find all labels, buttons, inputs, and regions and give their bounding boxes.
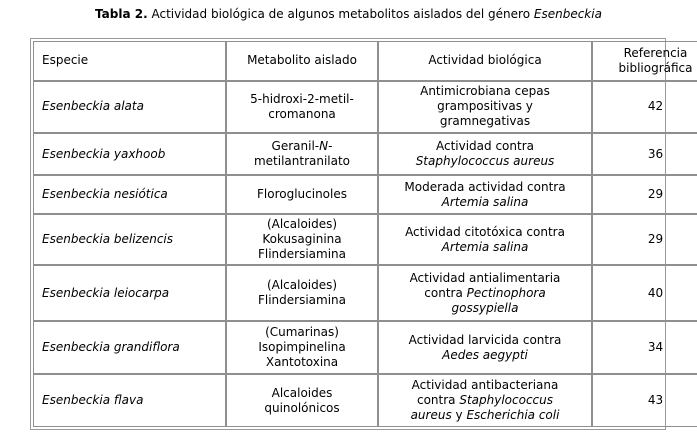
reference-cell: 34 — [592, 321, 697, 374]
species-cell: Esenbeckia flava — [33, 374, 226, 427]
activity-line: grampositivas y — [437, 99, 533, 114]
activity-line: aureus y Escherichia coli — [410, 408, 560, 422]
activity-line: Antimicrobiana cepas — [420, 84, 550, 99]
reference-cell: 40 — [592, 265, 697, 321]
metabolite-line: Flindersiamina — [257, 247, 347, 262]
species-cell: Esenbeckia leiocarpa — [33, 265, 226, 321]
activity-cell — [378, 214, 592, 265]
metabolite-line: Alcaloides — [271, 385, 333, 400]
metabolite-cell — [226, 81, 378, 133]
reference-cell: 29 — [592, 175, 697, 214]
table-row — [33, 321, 697, 374]
activity-line: contra Pectinophora — [424, 285, 546, 300]
metabolite-line: cromanona — [268, 106, 336, 121]
metabolite-line: Isopimpinelina — [258, 340, 346, 355]
reference-cell: 42 — [592, 81, 697, 133]
metabolite-line: metilantranilato — [253, 154, 351, 169]
metabolite-line: (Alcaloides) — [266, 278, 338, 293]
metabolite-line: 5-hidroxi-2-metil- — [250, 91, 354, 106]
reference-cell: 36 — [592, 133, 697, 176]
header-species: Especie — [33, 41, 226, 81]
header-metabolite: Metabolito aislado — [226, 41, 378, 81]
metabolite-cell — [226, 175, 378, 214]
activity-line: Staphylococcus aureus — [415, 154, 555, 169]
activity-line: Actividad citotóxica contra — [405, 224, 565, 239]
metabolite-line: (Cumarinas) — [265, 325, 339, 340]
reference-cell: 43 — [592, 374, 697, 427]
activity-line: Actividad larvicida contra — [408, 332, 562, 347]
metabolite-cell — [226, 265, 378, 321]
activity-line: Aedes aegypti — [442, 347, 528, 362]
metabolite-cell — [226, 133, 378, 176]
metabolite-line: Geranil-N- — [271, 139, 333, 154]
species-cell: Esenbeckia grandiflora — [33, 321, 226, 374]
metabolite-line: (Alcaloides) — [266, 217, 338, 232]
table-row — [33, 81, 697, 133]
reference-cell: 29 — [592, 214, 697, 265]
activity-line: Artemia salina — [441, 194, 529, 209]
metabolite-line: Kokusaginina — [262, 232, 342, 247]
activity-cell — [378, 175, 592, 214]
metabolite-cell — [226, 374, 378, 427]
species-cell: Esenbeckia alata — [33, 81, 226, 133]
activity-line: Artemia salina — [441, 239, 529, 254]
caption-label: Tabla 2. — [95, 7, 148, 21]
metabolite-line: quinolónicos — [264, 400, 340, 415]
metabolite-line: Flindersiamina — [257, 293, 347, 308]
activity-cell — [378, 265, 592, 321]
activity-line: Actividad antibacteriana — [411, 378, 559, 392]
activity-cell — [378, 133, 592, 176]
caption-text: Actividad biológica de algunos metabolitos aislados del género — [147, 7, 534, 21]
activity-line: contra Staphylococcus — [416, 393, 554, 407]
activity-table — [33, 41, 697, 427]
metabolite-line: Floroglucinoles — [257, 187, 347, 202]
table-row — [33, 175, 697, 214]
table-row — [33, 214, 697, 265]
metabolite-line: Xantotoxina — [265, 355, 339, 370]
activity-line: gramnegativas — [439, 114, 531, 129]
activity-line: Moderada actividad contra — [404, 179, 566, 194]
table-row — [33, 374, 697, 427]
activity-cell — [378, 81, 592, 133]
species-cell: Esenbeckia nesiótica — [33, 175, 226, 214]
species-cell: Esenbeckia belizencis — [33, 214, 226, 265]
header-reference-line: Referencia — [623, 45, 688, 60]
table-row — [33, 265, 697, 321]
header-reference-line: bibliográfica — [618, 60, 693, 75]
header-row — [33, 41, 697, 81]
caption-genus: Esenbeckia — [533, 7, 602, 21]
header-reference — [592, 41, 697, 81]
activity-line: Actividad contra — [435, 139, 534, 154]
header-activity: Actividad biológica — [378, 41, 592, 81]
activity-line: gossypiella — [451, 300, 519, 315]
species-cell: Esenbeckia yaxhoob — [33, 133, 226, 176]
activity-line: Actividad antialimentaria — [409, 270, 561, 285]
activity-cell — [378, 374, 592, 427]
table-row — [33, 133, 697, 176]
table-caption — [0, 7, 697, 21]
metabolite-cell — [226, 214, 378, 265]
header-reference-text — [601, 46, 697, 76]
activity-cell — [378, 321, 592, 374]
metabolite-cell — [226, 321, 378, 374]
